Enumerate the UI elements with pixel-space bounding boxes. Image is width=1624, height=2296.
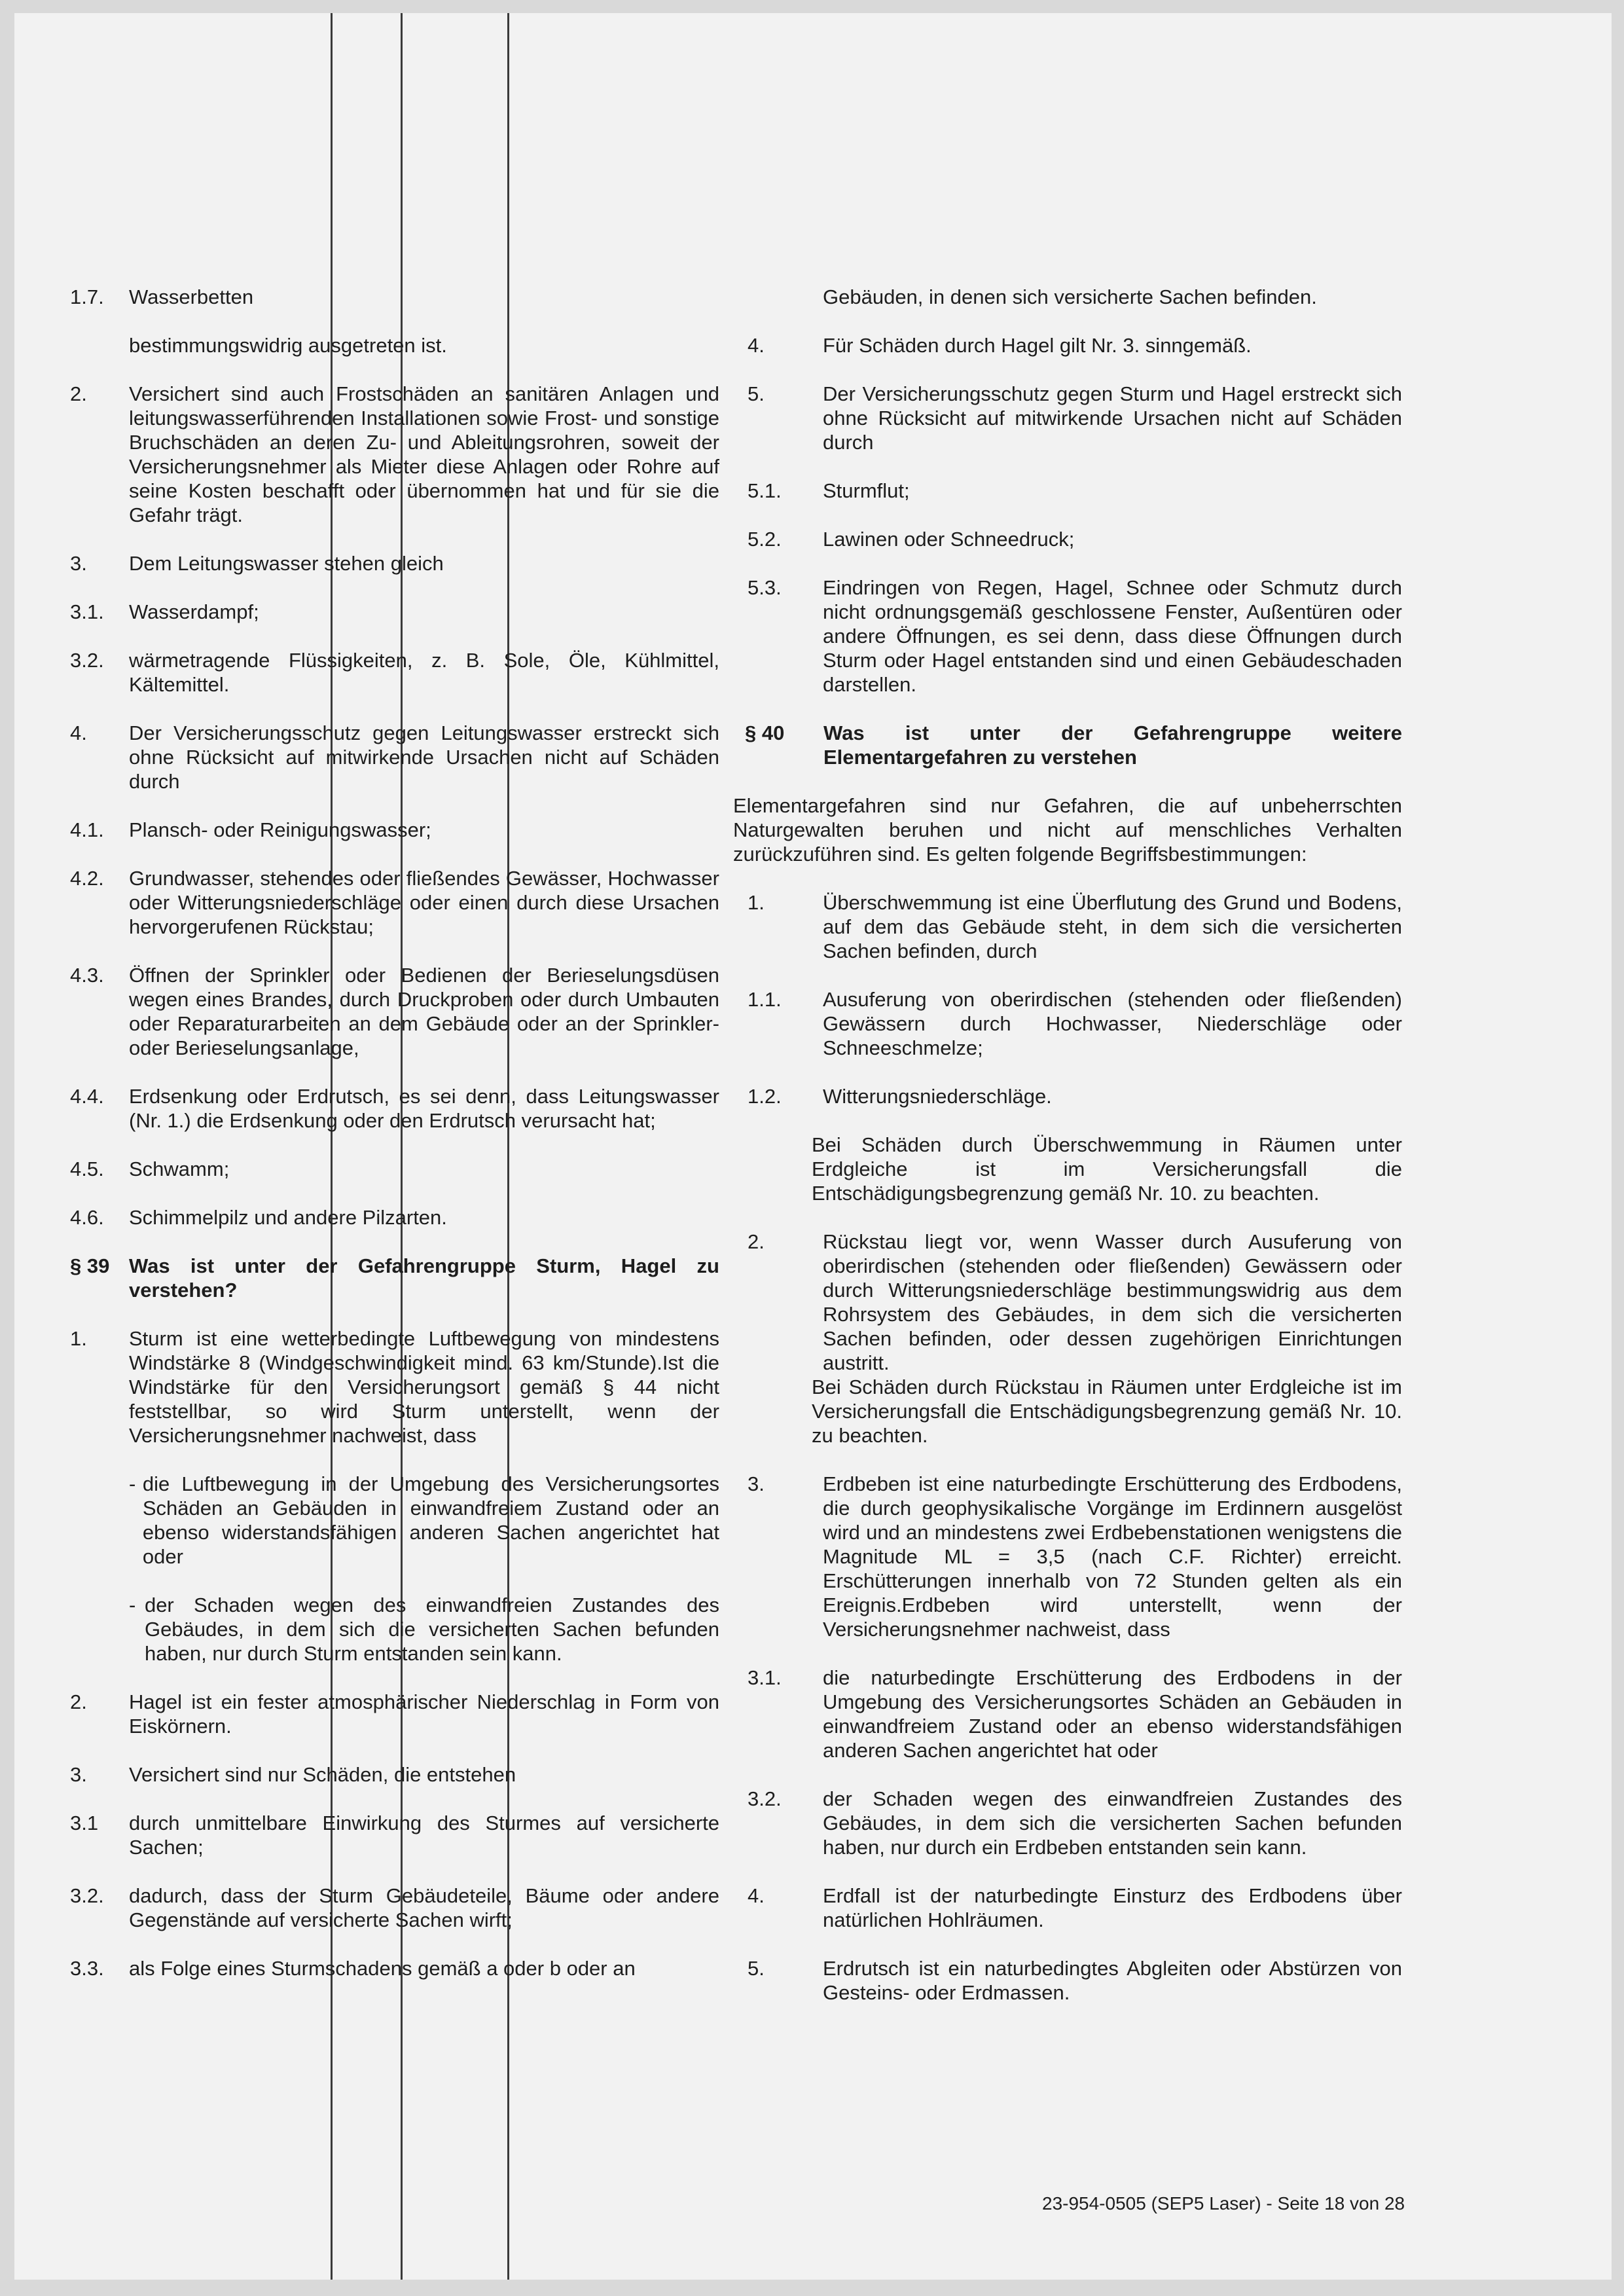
numbered-clause bbox=[50, 866, 719, 939]
clause-number: 1. bbox=[70, 1327, 87, 1350]
numbered-clause bbox=[733, 987, 1402, 1060]
clause-text: Erdrutsch ist ein naturbedingtes Abgleiten oder Abstürzen von Gesteins- oder Erdmassen. bbox=[823, 1957, 1402, 2004]
clause-number: 5.3. bbox=[748, 576, 782, 599]
numbered-clause bbox=[50, 1690, 719, 1738]
numbered-clause bbox=[733, 1084, 1402, 1108]
clause-text: als Folge eines Sturmschadens gemäß a oder b oder an bbox=[129, 1957, 636, 1980]
clause-number: 3.1 bbox=[70, 1812, 99, 1834]
clause-text: Erdfall ist der naturbedingte Einsturz des Erdbodens über natürlichen Hohlräumen. bbox=[823, 1884, 1402, 1931]
clause-number: 4.4. bbox=[70, 1085, 104, 1108]
section-title: Was ist unter der Gefahrengruppe Sturm, Hagel zu verstehen? bbox=[129, 1254, 719, 1302]
clause-text: Sturmflut; bbox=[823, 479, 910, 502]
numbered-clause bbox=[50, 1326, 719, 1448]
clause-text: Für Schäden durch Hagel gilt Nr. 3. sinngemäß. bbox=[823, 334, 1252, 357]
clause-number: 1.1. bbox=[748, 988, 782, 1011]
clause-number: 5.1. bbox=[748, 479, 782, 502]
numbered-clause bbox=[50, 333, 719, 357]
clause-number: 1.7. bbox=[70, 285, 104, 308]
clause-text: wärmetragende Flüssigkeiten, z. B. Sole, Öle, Kühlmittel, Kältemittel. bbox=[129, 649, 719, 696]
clause-text: Rückstau liegt vor, wenn Wasser durch Ausuferung von oberirdischen (stehenden oder fließenden) Gewässern oder durch Witterungsniederschläge bestimmungswidrig aus dem Rohrsystem des Gebäudes, in dem sich die versicherten Sachen befinden, oder dessen zugehörigen Einrichtungen austritt. bbox=[823, 1230, 1402, 1374]
numbered-clause bbox=[50, 382, 719, 527]
clause-text: Der Versicherungsschutz gegen Sturm und Hagel erstreckt sich ohne Rücksicht auf mitwirkende Ursachen nicht auf Schäden durch bbox=[823, 382, 1402, 454]
clause-number: 3.3. bbox=[70, 1957, 104, 1980]
clause-number: 3.2. bbox=[70, 1884, 104, 1907]
clause-text: durch unmittelbare Einwirkung des Sturmes auf versicherte Sachen; bbox=[129, 1812, 719, 1859]
clause-text: der Schaden wegen des einwandfreien Zustandes des Gebäudes, in dem sich die versicherten Sachen befunden haben, nur durch ein Erdbeben entstanden sein kann. bbox=[823, 1787, 1402, 1859]
numbered-clause bbox=[50, 963, 719, 1060]
clause-number: 3. bbox=[70, 1763, 87, 1786]
clause-number: 3.1. bbox=[748, 1666, 782, 1689]
clause-number: 3. bbox=[748, 1472, 765, 1495]
clause-text: Der Versicherungsschutz gegen Leitungswasser erstreckt sich ohne Rücksicht auf mitwirkende Ursachen nicht auf Schäden durch bbox=[129, 721, 719, 793]
clause-text: Versichert sind nur Schäden, die entstehen bbox=[129, 1763, 516, 1786]
numbered-clause bbox=[733, 333, 1402, 357]
clause-number: 4.2. bbox=[70, 867, 104, 890]
note-paragraph: Bei Schäden durch Überschwemmung in Räumen unter Erdgleiche ist im Versicherungsfall die Entschädigungsbegrenzung gemäß Nr. 10. zu beachten. bbox=[812, 1133, 1402, 1205]
numbered-clause bbox=[50, 1762, 719, 1787]
clause-text: bestimmungswidrig ausgetreten ist. bbox=[129, 334, 447, 357]
intro-paragraph: Elementargefahren sind nur Gefahren, die auf unbeherrschten Naturgewalten beruhen und nicht auf menschliches Verhalten zurückzuführen sind. Es gelten folgende Begriffsbestimmungen: bbox=[733, 794, 1402, 866]
numbered-clause bbox=[50, 1205, 719, 1230]
clause-number: 4. bbox=[748, 1884, 765, 1907]
clause-text: Dem Leitungswasser stehen gleich bbox=[129, 552, 444, 575]
numbered-clause bbox=[50, 285, 719, 309]
clause-text: Schimmelpilz und andere Pilzarten. bbox=[129, 1206, 447, 1229]
clause-number: 4.3. bbox=[70, 964, 104, 987]
clause-text: Sturm ist eine wetterbedingte Luftbewegung von mindestens Windstärke 8 (Windgeschwindigkeit mind. 63 km/Stunde).Ist die Windstärke für den Versicherungsort gemäß § 44 nicht feststellbar, so wird Sturm unterstellt, wenn der Versicherungsnehmer nachweist, dass bbox=[129, 1327, 719, 1447]
numbered-clause bbox=[733, 1666, 1402, 1762]
numbered-clause bbox=[50, 721, 719, 793]
numbered-clause bbox=[50, 818, 719, 842]
numbered-clause bbox=[50, 1811, 719, 1859]
clause-text: Überschwemmung ist eine Überflutung des Grund und Bodens, auf dem das Gebäude steht, in dem sich die versicherten Sachen befinden, durch bbox=[823, 891, 1402, 962]
numbered-clause bbox=[733, 527, 1402, 551]
clause-number bbox=[70, 333, 129, 357]
bullet-item bbox=[129, 1593, 719, 1666]
clause-number: 3.1. bbox=[70, 600, 104, 623]
clause-number: 5. bbox=[748, 382, 765, 405]
clause-number: 1.2. bbox=[748, 1085, 782, 1108]
clause-text: Gebäuden, in denen sich versicherte Sachen befinden. bbox=[823, 285, 1317, 308]
bullet-text: die Luftbewegung in der Umgebung des Versicherungsortes Schäden an Gebäuden in einwandfreiem Zustand oder an ebenso widerstandsfähigen anderen Sachen angerichtet hat oder bbox=[142, 1472, 719, 1568]
document-page bbox=[14, 13, 1612, 2280]
clause-text: Lawinen oder Schneedruck; bbox=[823, 528, 1075, 551]
clause-number: 4.6. bbox=[70, 1206, 104, 1229]
clause-text: die naturbedingte Erschütterung des Erdbodens in der Umgebung des Versicherungsortes Schäden an Gebäuden in einwandfreiem Zustand oder an ebenso widerstandsfähigen anderen Sachen angerichtet hat oder bbox=[823, 1666, 1402, 1762]
numbered-clause bbox=[50, 1084, 719, 1133]
clause-text: Ausuferung von oberirdischen (stehenden oder fließenden) Gewässern durch Hochwasser, Niederschläge oder Schneeschmelze; bbox=[823, 988, 1402, 1059]
clause-text: Plansch- oder Reinigungswasser; bbox=[129, 818, 431, 841]
clause-text: Wasserbetten bbox=[129, 285, 254, 308]
section-number: § 40 bbox=[745, 721, 785, 744]
section-heading bbox=[50, 1254, 719, 1302]
clause-text: Eindringen von Regen, Hagel, Schnee oder Schmutz durch nicht ordnungsgemäß geschlossene Fenster, Außentüren oder andere Öffnungen, es sei denn, dass diese Öffnungen durch Sturm oder Hagel entstanden sind und einen Gebäudeschaden darstellen. bbox=[823, 576, 1402, 696]
clause-text: dadurch, dass der Sturm Gebäudeteile, Bäume oder andere Gegenstände auf versicherte Sachen wirft; bbox=[129, 1884, 719, 1931]
section-title: Was ist unter der Gefahrengruppe weitere Elementargefahren zu verstehen bbox=[823, 721, 1402, 769]
numbered-clause bbox=[733, 382, 1402, 454]
clause-text: Öffnen der Sprinkler oder Bedienen der Berieselungsdüsen wegen eines Brandes, durch Druckproben oder durch Umbauten oder Reparaturarbeiten an dem Gebäude oder an der Sprinkler- oder Berieselungsanlage, bbox=[129, 964, 719, 1059]
clause-text: Versichert sind auch Frostschäden an sanitären Anlagen und leitungswasserführenden Installationen sowie Frost- und sonstige Bruchschäden an deren Zu- und Ableitungsrohren, soweit der Versicherungsnehmer als Mieter diese Anlagen oder Rohre auf seine Kosten beschafft oder übernommen hat und für sie die Gefahr trägt. bbox=[129, 382, 719, 526]
numbered-clause bbox=[733, 1230, 1402, 1375]
section-number: § 39 bbox=[70, 1254, 110, 1277]
clause-number: 4.1. bbox=[70, 818, 104, 841]
clause-text: Grundwasser, stehendes oder fließendes Gewässer, Hochwasser oder Witterungsniederschläge oder einen durch diese Ursachen hervorgerufenen Rückstau; bbox=[129, 867, 719, 938]
numbered-clause bbox=[733, 479, 1402, 503]
dash-marker: - bbox=[129, 1472, 136, 1495]
numbered-clause bbox=[733, 1472, 1402, 1641]
numbered-clause bbox=[50, 1884, 719, 1932]
dash-marker: - bbox=[129, 1594, 136, 1616]
clause-text: Witterungsniederschläge. bbox=[823, 1085, 1052, 1108]
clause-number: 3. bbox=[70, 552, 87, 575]
clause-number: 5. bbox=[748, 1957, 765, 1980]
clause-number: 3.2. bbox=[748, 1787, 782, 1810]
numbered-clause bbox=[733, 1787, 1402, 1859]
section-heading bbox=[733, 721, 1402, 769]
note-paragraph: Bei Schäden durch Rückstau in Räumen unter Erdgleiche ist im Versicherungsfall die Entschädigungsbegrenzung gemäß Nr. 10. zu beachten. bbox=[812, 1376, 1402, 1447]
clause-text: Wasserdampf; bbox=[129, 600, 259, 623]
numbered-clause bbox=[733, 285, 1402, 309]
left-column bbox=[50, 285, 719, 2005]
bullet-text: der Schaden wegen des einwandfreien Zustandes des Gebäudes, in dem sich die versicherten Sachen befunden haben, nur durch Sturm entstanden sein kann. bbox=[144, 1594, 719, 1665]
numbered-clause bbox=[50, 1956, 719, 1980]
clause-number: 3.2. bbox=[70, 649, 104, 672]
clause-number: 1. bbox=[748, 891, 765, 914]
numbered-clause bbox=[733, 1956, 1402, 2005]
clause-number: 2. bbox=[70, 1690, 87, 1713]
numbered-clause bbox=[733, 575, 1402, 697]
clause-number: 4. bbox=[70, 721, 87, 744]
numbered-clause bbox=[50, 1157, 719, 1181]
numbered-clause bbox=[50, 600, 719, 624]
clause-text: Erdsenkung oder Erdrutsch, es sei denn, dass Leitungswasser (Nr. 1.) die Erdsenkung oder den Erdrutsch verursacht hat; bbox=[129, 1085, 719, 1132]
numbered-clause bbox=[50, 551, 719, 575]
clause-text: Erdbeben ist eine naturbedingte Erschütterung des Erdbodens, die durch geophysikalische Vorgänge im Erdinnern ausgelöst wird und an mindestens zwei Erdbebenstationen wenigstens die Magnitude ML = 3,5 (nach C.F. Richter) erreicht. Erschütterungen innerhalb von 72 Stunden gelten als ein Ereignis.Erdbeben wird unterstellt, wenn der Versicherungsnehmer nachweist, dass bbox=[823, 1472, 1402, 1641]
clause-text: Hagel ist ein fester atmosphärischer Niederschlag in Form von Eiskörnern. bbox=[129, 1690, 719, 1738]
right-column bbox=[733, 285, 1402, 2029]
page-footer: 23-954-0505 (SEP5 Laser) - Seite 18 von 28 bbox=[1042, 2193, 1405, 2214]
clause-number bbox=[748, 285, 823, 309]
clause-number: 2. bbox=[748, 1230, 765, 1253]
bullet-item bbox=[129, 1472, 719, 1569]
clause-text: Schwamm; bbox=[129, 1157, 230, 1180]
numbered-clause bbox=[50, 648, 719, 697]
clause-number: 5.2. bbox=[748, 528, 782, 551]
clause-number: 2. bbox=[70, 382, 87, 405]
clause-number: 4.5. bbox=[70, 1157, 104, 1180]
clause-number: 4. bbox=[748, 334, 765, 357]
numbered-clause bbox=[733, 1884, 1402, 1932]
numbered-clause bbox=[733, 890, 1402, 963]
